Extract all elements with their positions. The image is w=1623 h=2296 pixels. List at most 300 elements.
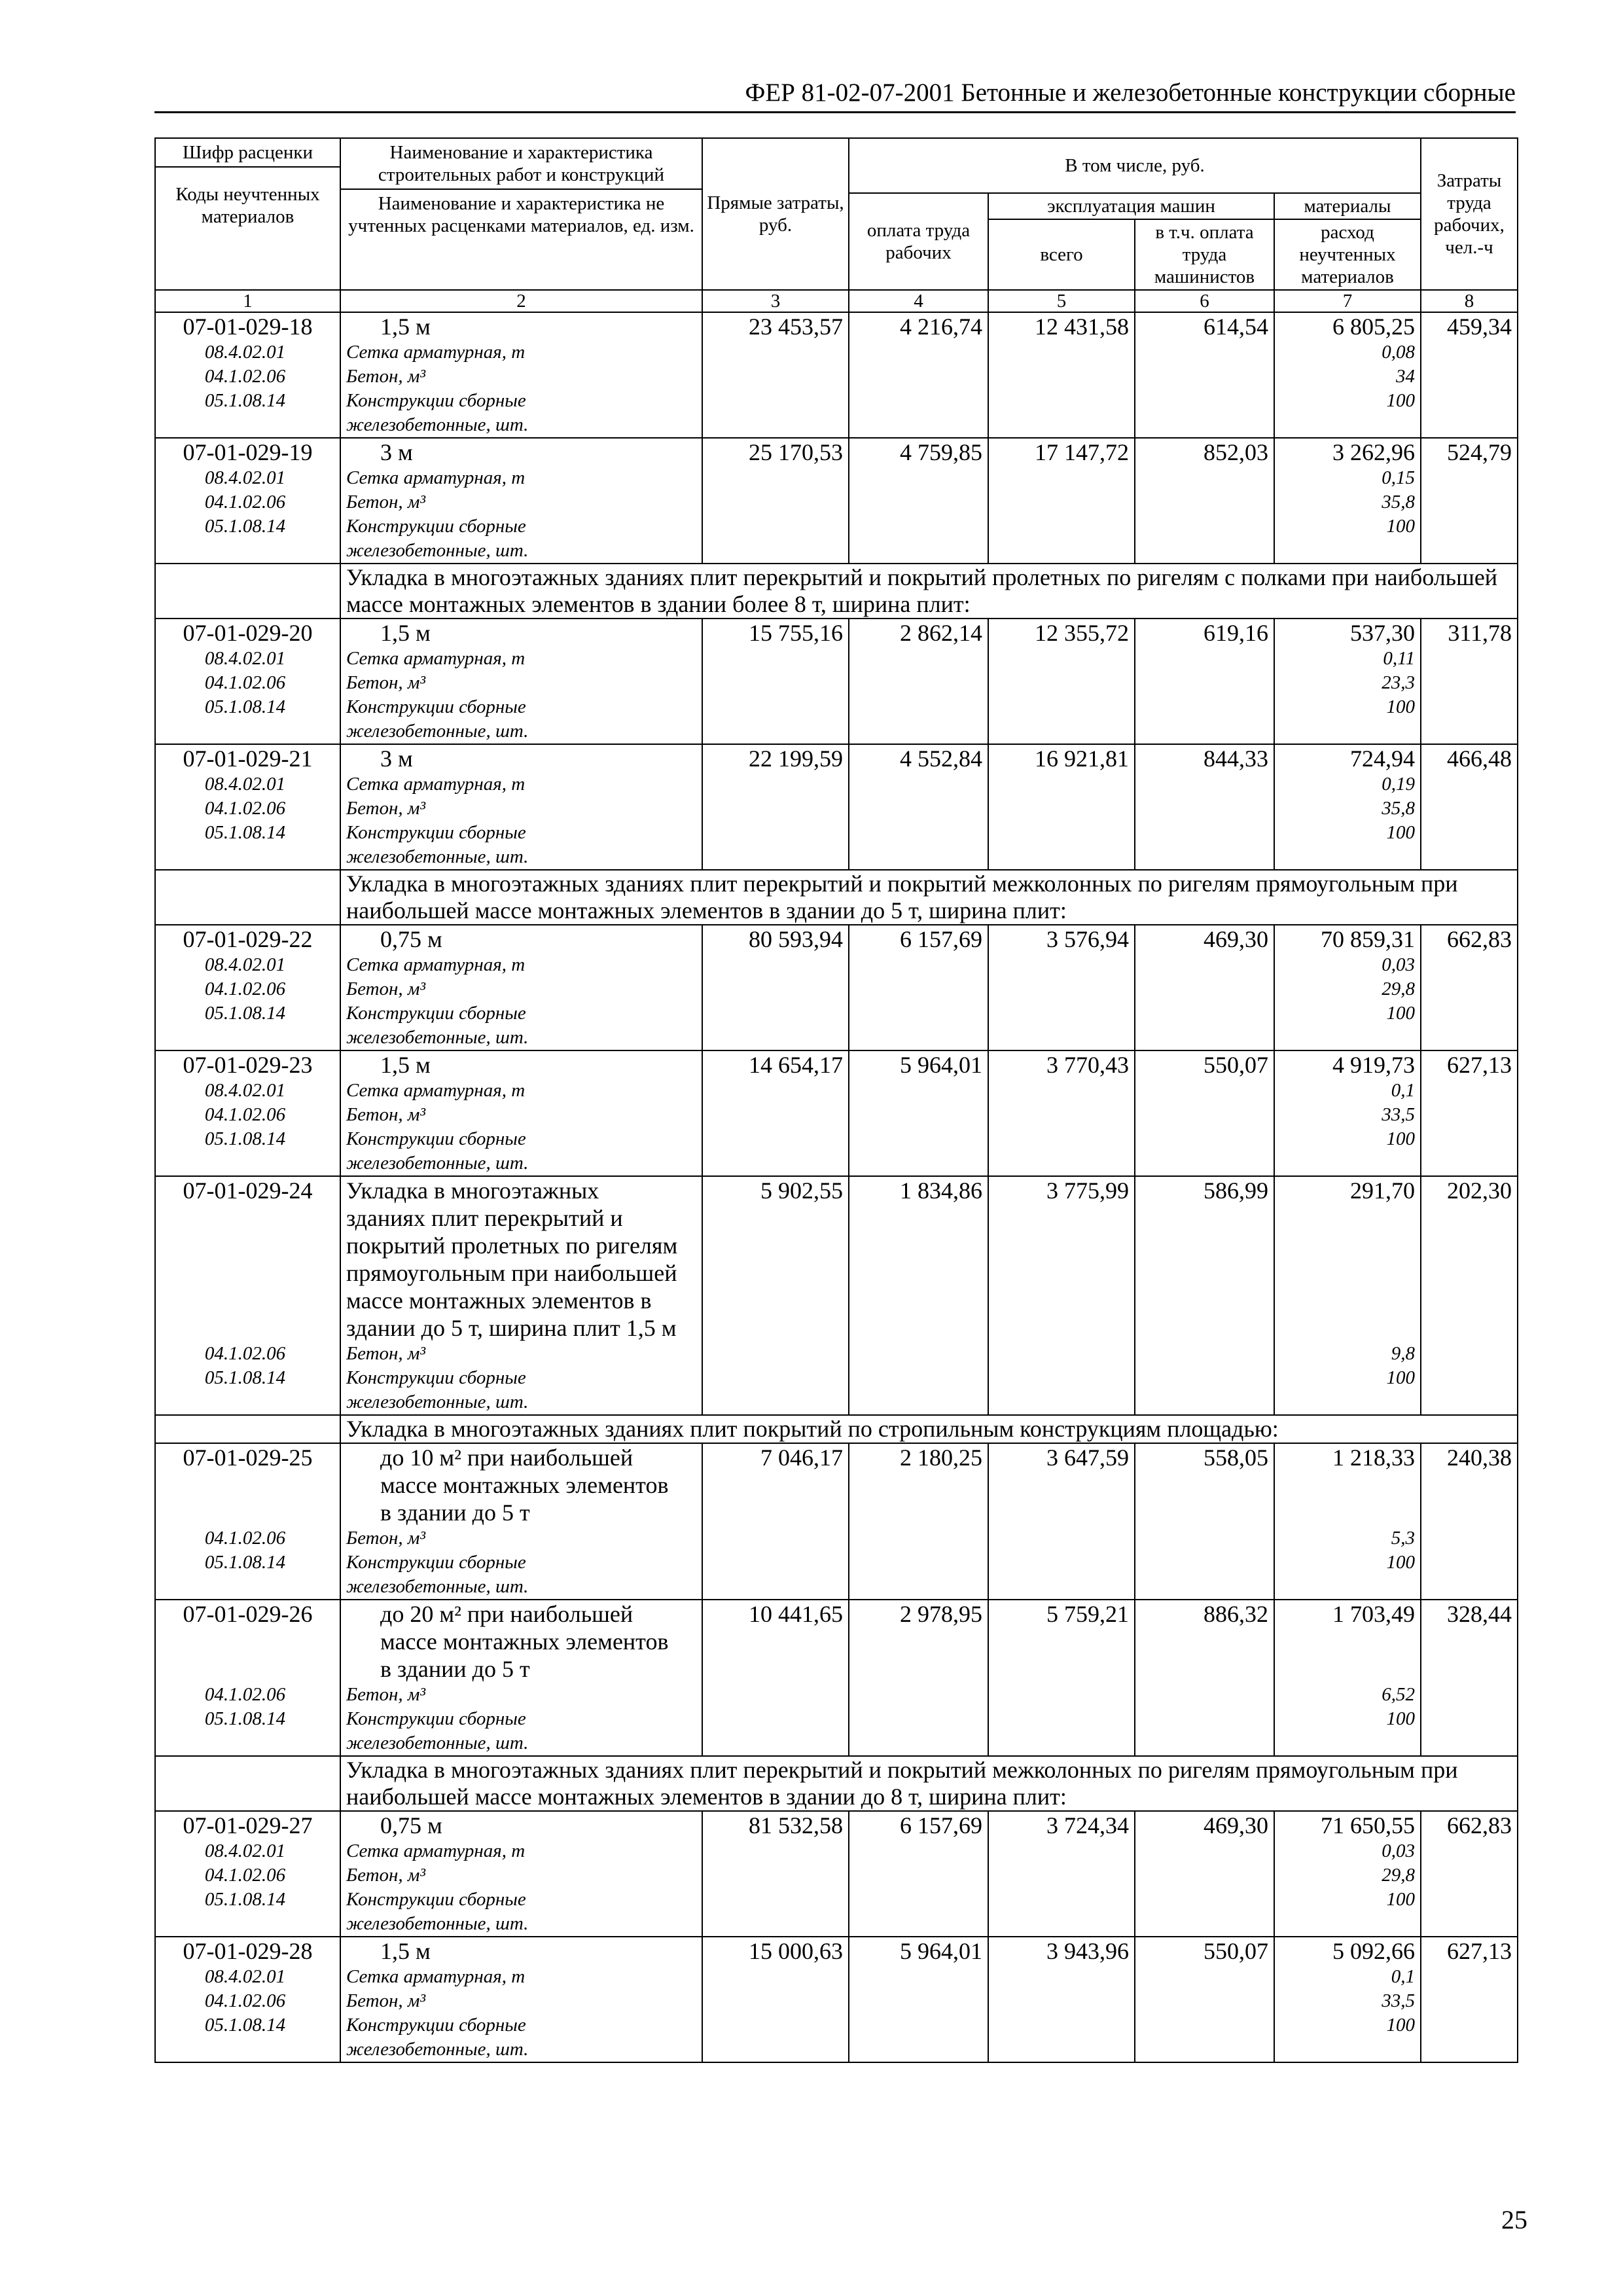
direct-cost: 25 170,53	[749, 439, 843, 465]
machines-total: 3 770,43	[1046, 1052, 1129, 1078]
direct-cost: 14 654,17	[749, 1052, 843, 1078]
machines-total: 12 355,72	[1035, 620, 1129, 646]
rate-code-cell	[155, 619, 340, 744]
material-name: Бетон, м³	[346, 1865, 426, 1886]
header-code	[155, 138, 340, 290]
labor-pay: 6 157,69	[900, 926, 982, 952]
rate-code: 07-01-029-19	[183, 439, 313, 465]
labor-cost: 662,83	[1447, 926, 1512, 952]
material-code: 04.1.02.06	[204, 1684, 286, 1705]
material-name: Сетка арматурная, т	[346, 648, 526, 669]
machines-labor-pay-cell	[1135, 312, 1274, 438]
labor-cost-cell	[1421, 1811, 1518, 1937]
material-name: Конструкции сборные	[346, 390, 526, 411]
table-body	[155, 312, 1518, 2062]
labor-pay-cell	[849, 1600, 988, 1756]
material-consumption: 35,8	[1382, 492, 1415, 512]
materials-cost: 4 919,73	[1332, 1052, 1415, 1078]
rate-row	[155, 925, 1518, 1050]
direct-cost: 22 199,59	[749, 745, 843, 772]
direct-cost-cell	[702, 1443, 849, 1600]
labor-cost: 202,30	[1447, 1177, 1512, 1204]
material-consumption: 100	[1386, 390, 1415, 411]
material-name: Сетка арматурная, т	[346, 1080, 526, 1101]
material-code: 04.1.02.06	[204, 1104, 286, 1125]
labor-cost-cell	[1421, 619, 1518, 744]
material-consumption: 100	[1386, 516, 1415, 537]
rate-name-cell	[340, 1937, 702, 2062]
material-code: 05.1.08.14	[204, 822, 286, 843]
materials-cell	[1274, 438, 1421, 564]
header-name	[340, 138, 702, 290]
col-number: 1	[155, 290, 340, 312]
machines-labor-pay: 469,30	[1204, 926, 1268, 952]
rate-code-cell	[155, 1937, 340, 2062]
rate-name-cell	[340, 438, 702, 564]
material-consumption: 0,08	[1382, 342, 1415, 363]
section-spacer	[155, 870, 340, 925]
direct-cost-cell	[702, 1050, 849, 1176]
col-number: 4	[849, 290, 988, 312]
material-code: 08.4.02.01	[204, 342, 286, 363]
labor-pay-cell	[849, 1050, 988, 1176]
material-name: Конструкции сборные	[346, 1889, 526, 1910]
direct-cost-cell	[702, 925, 849, 1050]
header-materials-use: расход неучтенных материалов	[1274, 219, 1421, 290]
material-code: 04.1.02.06	[204, 978, 286, 999]
machines-total-cell	[988, 312, 1135, 438]
rate-row	[155, 1050, 1518, 1176]
header-code-bottom: Коды неучтенных материалов	[175, 184, 320, 227]
labor-pay: 1 834,86	[900, 1177, 982, 1204]
material-code: 04.1.02.06	[204, 492, 286, 512]
material-code: 04.1.02.06	[204, 798, 286, 819]
table-header	[155, 138, 1518, 312]
material-code: 08.4.02.01	[204, 1966, 286, 1987]
machines-labor-pay: 558,05	[1204, 1444, 1268, 1471]
rate-row	[155, 744, 1518, 870]
labor-pay-cell	[849, 925, 988, 1050]
materials-cost: 71 650,55	[1321, 1812, 1415, 1839]
machines-labor-pay: 886,32	[1204, 1601, 1268, 1627]
machines-total-cell	[988, 1050, 1135, 1176]
rate-name-line: здании до 5 т, ширина плит 1,5 м	[346, 1315, 677, 1341]
material-consumption: 9,8	[1391, 1343, 1415, 1364]
material-consumption: 23,3	[1382, 672, 1415, 693]
machines-total: 3 647,59	[1046, 1444, 1129, 1471]
col-number: 6	[1135, 290, 1274, 312]
rate-name-cell	[340, 1443, 702, 1600]
material-consumption: 100	[1386, 1889, 1415, 1910]
material-code: 05.1.08.14	[204, 1708, 286, 1729]
material-consumption: 34	[1396, 366, 1415, 387]
header-machines-total: всего	[988, 219, 1135, 290]
machines-total: 17 147,72	[1035, 439, 1129, 465]
labor-cost-cell	[1421, 1937, 1518, 2062]
machines-labor-pay-cell	[1135, 744, 1274, 870]
materials-cell	[1274, 312, 1421, 438]
machines-labor-pay: 614,54	[1204, 314, 1268, 340]
material-name: Конструкции сборные	[346, 1708, 526, 1729]
machines-labor-pay-cell	[1135, 1443, 1274, 1600]
material-name: железобетонные, шт.	[346, 1153, 529, 1174]
material-consumption: 33,5	[1382, 1990, 1415, 2011]
machines-total-cell	[988, 1937, 1135, 2062]
rate-name-line: массе монтажных элементов в	[346, 1287, 652, 1314]
rate-code-cell	[155, 438, 340, 564]
material-name: железобетонные, шт.	[346, 1913, 529, 1934]
machines-total-cell	[988, 1443, 1135, 1600]
col-number: 5	[988, 290, 1135, 312]
rate-name-cell	[340, 744, 702, 870]
direct-cost-cell	[702, 438, 849, 564]
header-name-top: Наименование и характеристика строительных работ и конструкций	[341, 139, 702, 190]
machines-labor-pay-cell	[1135, 925, 1274, 1050]
material-consumption: 100	[1386, 1708, 1415, 1729]
material-name: железобетонные, шт.	[346, 540, 529, 561]
direct-cost-cell	[702, 619, 849, 744]
materials-cost: 6 805,25	[1332, 314, 1415, 340]
material-code: 04.1.02.06	[204, 1343, 286, 1364]
rate-row	[155, 619, 1518, 744]
material-name: Бетон, м³	[346, 978, 426, 999]
material-name: Сетка арматурная, т	[346, 342, 526, 363]
labor-pay-cell	[849, 619, 988, 744]
labor-cost-cell	[1421, 312, 1518, 438]
materials-cost: 1 703,49	[1332, 1601, 1415, 1627]
rate-name: 0,75 м	[380, 926, 442, 952]
labor-cost-cell	[1421, 925, 1518, 1050]
rate-name: 1,5 м	[380, 1052, 431, 1078]
labor-pay: 2 862,14	[900, 620, 982, 646]
material-consumption: 0,15	[1382, 467, 1415, 488]
machines-total-cell	[988, 438, 1135, 564]
material-name: Бетон, м³	[346, 672, 426, 693]
materials-cost: 70 859,31	[1321, 926, 1415, 952]
rate-code-cell	[155, 1050, 340, 1176]
material-name: Конструкции сборные	[346, 1128, 526, 1149]
material-consumption: 35,8	[1382, 798, 1415, 819]
materials-cost: 537,30	[1350, 620, 1415, 646]
rate-code-cell	[155, 1176, 340, 1415]
material-name: Бетон, м³	[346, 1990, 426, 2011]
machines-total-cell	[988, 1811, 1135, 1937]
machines-labor-pay-cell	[1135, 438, 1274, 564]
material-consumption: 0,19	[1382, 774, 1415, 795]
material-name: железобетонные, шт.	[346, 1576, 529, 1597]
labor-pay-cell	[849, 1176, 988, 1415]
material-code: 04.1.02.06	[204, 366, 286, 387]
rate-row	[155, 1811, 1518, 1937]
material-name: Бетон, м³	[346, 492, 426, 512]
direct-cost: 7 046,17	[760, 1444, 843, 1471]
machines-labor-pay-cell	[1135, 1937, 1274, 2062]
machines-labor-pay: 586,99	[1204, 1177, 1268, 1204]
labor-cost-cell	[1421, 744, 1518, 870]
material-name: Сетка арматурная, т	[346, 467, 526, 488]
materials-cell	[1274, 1937, 1421, 2062]
direct-cost: 10 441,65	[749, 1601, 843, 1627]
document-title: ФЕР 81-02-07-2001 Бетонные и железобетонные конструкции сборные	[745, 79, 1516, 107]
machines-total: 3 943,96	[1046, 1938, 1129, 1964]
col-number: 2	[340, 290, 702, 312]
material-name: Сетка арматурная, т	[346, 774, 526, 795]
rate-name-cell	[340, 1811, 702, 1937]
rate-name: 3 м	[380, 745, 413, 772]
header-name-bottom: Наименование и характеристика не учтенных расценками материалов, ед. изм.	[348, 193, 694, 236]
material-name: Сетка арматурная, т	[346, 1966, 526, 1987]
machines-total: 12 431,58	[1035, 314, 1129, 340]
rate-name-line: до 10 м² при наибольшей	[380, 1444, 633, 1471]
material-code: 08.4.02.01	[204, 774, 286, 795]
rate-name-line: в здании до 5 т	[380, 1656, 530, 1682]
material-name: Конструкции сборные	[346, 822, 526, 843]
rate-row	[155, 1176, 1518, 1415]
rate-name: 1,5 м	[380, 620, 431, 646]
labor-cost: 524,79	[1447, 439, 1512, 465]
material-name: железобетонные, шт.	[346, 846, 529, 867]
material-name: железобетонные, шт.	[346, 1391, 529, 1412]
section-row	[155, 564, 1518, 619]
material-code: 05.1.08.14	[204, 1367, 286, 1388]
rate-row	[155, 1937, 1518, 2062]
rate-code: 07-01-029-20	[183, 620, 313, 646]
machines-labor-pay: 469,30	[1204, 1812, 1268, 1839]
material-consumption: 100	[1386, 1367, 1415, 1388]
rate-name-line: зданиях плит перекрытий и	[346, 1205, 623, 1231]
material-code: 04.1.02.06	[204, 1990, 286, 2011]
section-title: Укладка в многоэтажных зданиях плит перекрытий и покрытий межколонных по ригелям прямоугольным при наибольшей массе монтажных элементов в здании до 8 т, ширина плит:	[340, 1756, 1518, 1811]
material-name: железобетонные, шт.	[346, 1732, 529, 1753]
materials-cost: 3 262,96	[1332, 439, 1415, 465]
material-name: Бетон, м³	[346, 1343, 426, 1364]
material-name: железобетонные, шт.	[346, 414, 529, 435]
labor-cost-cell	[1421, 438, 1518, 564]
material-consumption: 0,1	[1391, 1080, 1415, 1101]
machines-labor-pay: 844,33	[1204, 745, 1268, 772]
rate-row	[155, 1443, 1518, 1600]
material-code: 04.1.02.06	[204, 672, 286, 693]
direct-cost-cell	[702, 1600, 849, 1756]
rate-code: 07-01-029-18	[183, 314, 313, 340]
labor-pay: 4 759,85	[900, 439, 982, 465]
material-consumption: 0,03	[1382, 954, 1415, 975]
rate-code: 07-01-029-26	[183, 1601, 313, 1627]
machines-total-cell	[988, 925, 1135, 1050]
rate-code-cell	[155, 312, 340, 438]
material-code: 08.4.02.01	[204, 1080, 286, 1101]
labor-cost: 627,13	[1447, 1938, 1512, 1964]
machines-total-cell	[988, 1176, 1135, 1415]
machines-total: 3 724,34	[1046, 1812, 1129, 1839]
header-machines-labor: в т.ч. оплата труда машинистов	[1135, 219, 1274, 290]
rate-name-cell	[340, 925, 702, 1050]
rate-code-cell	[155, 925, 340, 1050]
direct-cost: 80 593,94	[749, 926, 843, 952]
material-code: 08.4.02.01	[204, 467, 286, 488]
labor-pay: 4 552,84	[900, 745, 982, 772]
rate-code-cell	[155, 1811, 340, 1937]
machines-labor-pay: 852,03	[1204, 439, 1268, 465]
header-machines: эксплуатация машин	[988, 193, 1274, 219]
material-code: 08.4.02.01	[204, 648, 286, 669]
machines-total-cell	[988, 744, 1135, 870]
material-name: Сетка арматурная, т	[346, 954, 526, 975]
machines-labor-pay-cell	[1135, 1176, 1274, 1415]
rate-name-line: до 20 м² при наибольшей	[380, 1601, 633, 1627]
direct-cost-cell	[702, 1937, 849, 2062]
rate-code: 07-01-029-25	[183, 1444, 313, 1471]
labor-pay-cell	[849, 1443, 988, 1600]
section-spacer	[155, 1756, 340, 1811]
rate-code: 07-01-029-24	[183, 1177, 313, 1204]
rate-name: 1,5 м	[380, 1938, 431, 1964]
machines-labor-pay-cell	[1135, 1600, 1274, 1756]
rate-code: 07-01-029-28	[183, 1938, 313, 1964]
material-code: 05.1.08.14	[204, 2015, 286, 2036]
rate-row	[155, 438, 1518, 564]
material-name: Бетон, м³	[346, 798, 426, 819]
col-number: 7	[1274, 290, 1421, 312]
rate-name-line: Укладка в многоэтажных	[346, 1177, 599, 1204]
materials-cell	[1274, 744, 1421, 870]
direct-cost-cell	[702, 312, 849, 438]
materials-cell	[1274, 1176, 1421, 1415]
material-consumption: 100	[1386, 1128, 1415, 1149]
machines-labor-pay-cell	[1135, 1050, 1274, 1176]
material-code: 04.1.02.06	[204, 1865, 286, 1886]
material-code: 08.4.02.01	[204, 954, 286, 975]
rate-code: 07-01-029-23	[183, 1052, 313, 1078]
material-name: Бетон, м³	[346, 1104, 426, 1125]
labor-pay: 5 964,01	[900, 1938, 982, 1964]
header-direct: Прямые затраты, руб.	[702, 138, 849, 290]
rate-row	[155, 1600, 1518, 1756]
materials-cost: 724,94	[1350, 745, 1415, 772]
labor-pay-cell	[849, 744, 988, 870]
labor-pay: 5 964,01	[900, 1052, 982, 1078]
materials-cost: 1 218,33	[1332, 1444, 1415, 1471]
material-consumption: 0,1	[1391, 1966, 1415, 1987]
labor-cost: 627,13	[1447, 1052, 1512, 1078]
machines-total-cell	[988, 619, 1135, 744]
material-name: Бетон, м³	[346, 366, 426, 387]
material-consumption: 6,52	[1382, 1684, 1415, 1705]
section-row	[155, 1415, 1518, 1443]
machines-total-cell	[988, 1600, 1135, 1756]
labor-cost-cell	[1421, 1600, 1518, 1756]
material-code: 04.1.02.06	[204, 1528, 286, 1549]
labor-cost: 459,34	[1447, 314, 1512, 340]
machines-labor-pay: 550,07	[1204, 1052, 1268, 1078]
rate-name-cell	[340, 1176, 702, 1415]
material-consumption: 100	[1386, 2015, 1415, 2036]
direct-cost-cell	[702, 1811, 849, 1937]
section-title: Укладка в многоэтажных зданиях плит перекрытий и покрытий пролетных по ригелям с полками при наибольшей массе монтажных элементов в здании более 8 т, ширина плит:	[340, 564, 1518, 619]
direct-cost: 15 755,16	[749, 620, 843, 646]
material-code: 08.4.02.01	[204, 1840, 286, 1861]
materials-cell	[1274, 1443, 1421, 1600]
material-name: Конструкции сборные	[346, 1552, 526, 1573]
materials-cell	[1274, 1811, 1421, 1937]
material-name: железобетонные, шт.	[346, 721, 529, 742]
labor-cost-cell	[1421, 1443, 1518, 1600]
rate-name-line: массе монтажных элементов	[380, 1628, 669, 1655]
material-code: 05.1.08.14	[204, 516, 286, 537]
material-consumption: 100	[1386, 696, 1415, 717]
material-code: 05.1.08.14	[204, 390, 286, 411]
materials-cell	[1274, 1600, 1421, 1756]
header-labor-pay: оплата труда рабочих	[849, 193, 988, 290]
rate-name: 1,5 м	[380, 314, 431, 340]
materials-cost: 291,70	[1350, 1177, 1415, 1204]
labor-cost: 328,44	[1447, 1601, 1512, 1627]
section-spacer	[155, 564, 340, 619]
labor-cost: 311,78	[1448, 620, 1512, 646]
material-name: Бетон, м³	[346, 1684, 426, 1705]
material-consumption: 29,8	[1382, 1865, 1415, 1886]
material-name: Конструкции сборные	[346, 1367, 526, 1388]
labor-cost-cell	[1421, 1050, 1518, 1176]
material-consumption: 100	[1386, 1003, 1415, 1024]
machines-labor-pay: 550,07	[1204, 1938, 1268, 1964]
direct-cost: 15 000,63	[749, 1938, 843, 1964]
material-name: Сетка арматурная, т	[346, 1840, 526, 1861]
material-code: 05.1.08.14	[204, 1889, 286, 1910]
rate-name-cell	[340, 619, 702, 744]
labor-pay-cell	[849, 1937, 988, 2062]
rate-name-line: покрытий пролетных по ригелям	[346, 1232, 678, 1259]
labor-pay-cell	[849, 438, 988, 564]
rate-row	[155, 312, 1518, 438]
rate-code-cell	[155, 1600, 340, 1756]
labor-pay: 4 216,74	[900, 314, 982, 340]
material-consumption: 0,03	[1382, 1840, 1415, 1861]
machines-labor-pay-cell	[1135, 1811, 1274, 1937]
material-name: железобетонные, шт.	[346, 2039, 529, 2060]
rate-code-cell	[155, 1443, 340, 1600]
rate-name-line: прямоугольным при наибольшей	[346, 1260, 677, 1286]
rate-code: 07-01-029-22	[183, 926, 313, 952]
machines-total: 3 576,94	[1046, 926, 1129, 952]
material-code: 05.1.08.14	[204, 1003, 286, 1024]
direct-cost: 5 902,55	[760, 1177, 843, 1204]
direct-cost: 81 532,58	[749, 1812, 843, 1839]
material-consumption: 29,8	[1382, 978, 1415, 999]
header-materials: материалы	[1274, 193, 1421, 219]
direct-cost-cell	[702, 1176, 849, 1415]
col-number: 3	[702, 290, 849, 312]
labor-cost: 240,38	[1447, 1444, 1512, 1471]
rate-name-line: в здании до 5 т	[380, 1499, 530, 1526]
material-name: Конструкции сборные	[346, 696, 526, 717]
labor-pay: 6 157,69	[900, 1812, 982, 1839]
col-number: 8	[1421, 290, 1518, 312]
machines-total: 5 759,21	[1046, 1601, 1129, 1627]
material-name: Бетон, м³	[346, 1528, 426, 1549]
rate-code: 07-01-029-21	[183, 745, 313, 772]
section-title: Укладка в многоэтажных зданиях плит перекрытий и покрытий межколонных по ригелям прямоугольным при наибольшей массе монтажных элементов в здании до 5 т, ширина плит:	[340, 870, 1518, 925]
materials-cost: 5 092,66	[1332, 1938, 1415, 1964]
materials-cell	[1274, 925, 1421, 1050]
rate-code: 07-01-029-27	[183, 1812, 313, 1839]
labor-pay: 2 978,95	[900, 1601, 982, 1627]
rate-name-line: массе монтажных элементов	[380, 1472, 669, 1498]
material-name: Конструкции сборные	[346, 1003, 526, 1024]
section-spacer	[155, 1415, 340, 1443]
material-consumption: 33,5	[1382, 1104, 1415, 1125]
labor-cost: 466,48	[1447, 745, 1512, 772]
